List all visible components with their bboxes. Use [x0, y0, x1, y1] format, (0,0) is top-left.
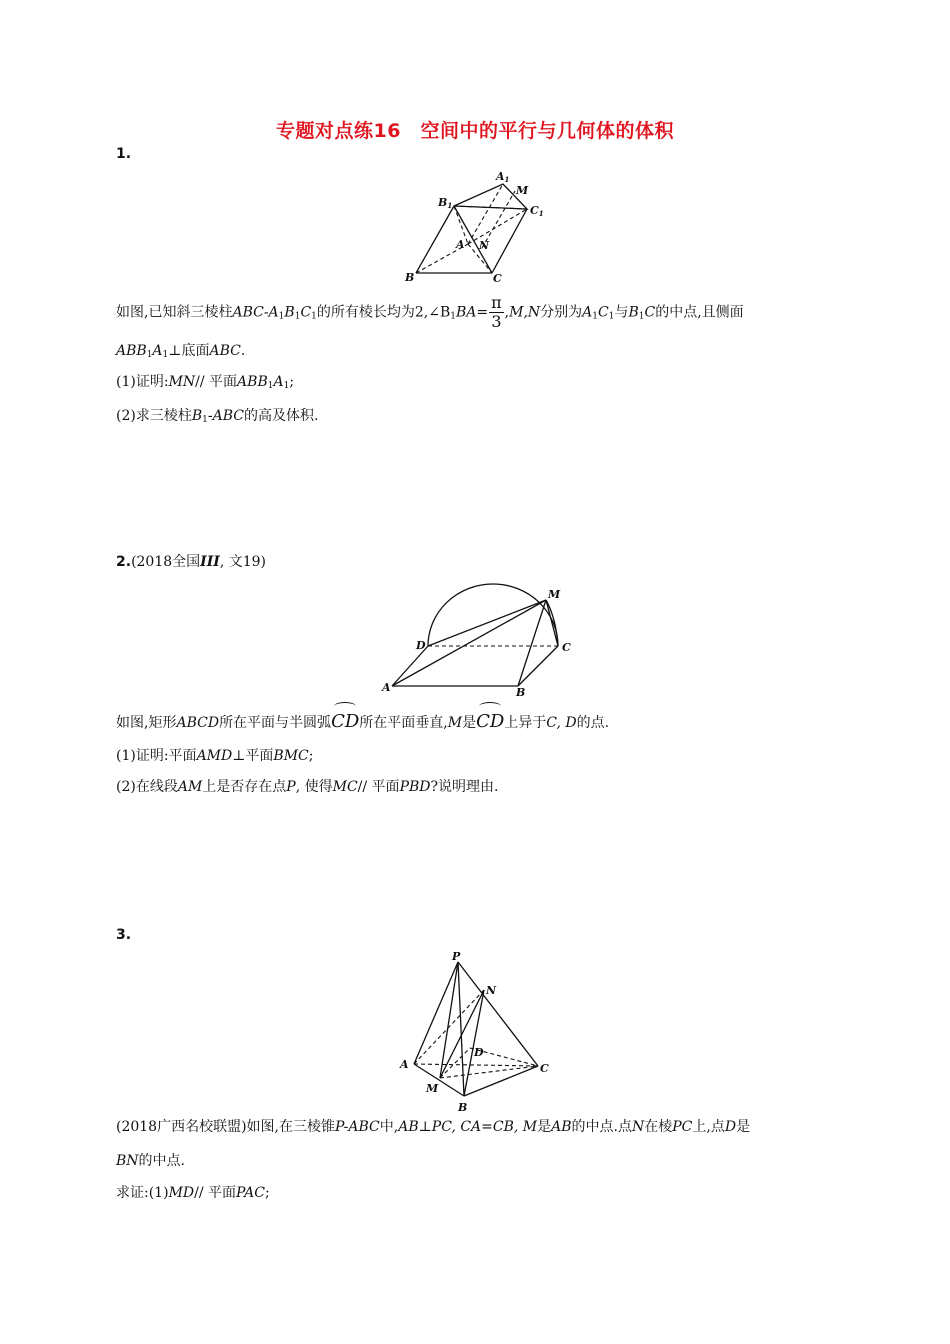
q1-statement-line1: 如图,已知斜三棱柱ABC-$A_1B_1C_1$的所有棱长均为$2,\angle B_1BA=$ $\frac{\pi}{3}$ ,M,N分别为$A_1C_1$与$B_1C$的中点,且侧面 — [116, 293, 744, 331]
q1-edge-aa1 — [468, 184, 503, 244]
q2-arc-cd-2: CD — [476, 702, 504, 736]
q3-label-n: N — [486, 984, 497, 997]
q3-edge-ac — [414, 1064, 538, 1066]
q2-statement: 如图,矩形ABCD所在平面与半圆弧CD所在平面垂直,M是CD上异于C, D的点. — [116, 702, 609, 737]
q2-header: 2.(2018全国III, 文19) — [116, 554, 266, 570]
q3-edge-pc — [458, 962, 538, 1066]
q3-edge-ab — [414, 1064, 464, 1096]
q1-label-b: B — [405, 271, 415, 284]
q2-arc-cd-1: CD — [331, 702, 359, 736]
q2-edge-ad — [392, 646, 428, 686]
q3-number: 3. — [116, 927, 132, 943]
q1-number: 1. — [116, 146, 132, 162]
q3-edge-pa — [414, 962, 458, 1064]
q3-proof-part1: 求证:(1)MD// 平面PAC; — [116, 1185, 270, 1201]
q1-label-a1: A1 — [496, 170, 510, 184]
q3-edge-bc — [464, 1066, 538, 1096]
q2-figure — [376, 578, 576, 698]
q2-part1: (1)证明:平面AMD⊥平面BMC; — [116, 748, 314, 764]
q2-label-a: A — [382, 681, 391, 694]
q1-label-c1: C1 — [530, 204, 544, 218]
q1-label-c: C — [493, 272, 502, 285]
q3-pyramid-figure — [396, 948, 556, 1118]
q3-label-a: A — [400, 1058, 409, 1071]
q3-statement-line2: BN的中点. — [116, 1153, 185, 1169]
q1-label-b1: B1 — [438, 196, 453, 210]
q2-label-b: B — [516, 686, 526, 698]
q3-label-c: C — [540, 1062, 549, 1075]
q3-label-p: P — [452, 950, 461, 963]
q2-semicircle-arc — [428, 584, 558, 646]
q3-label-m: M — [426, 1082, 439, 1095]
q2-label-d: D — [416, 639, 426, 652]
page-title: 专题对点练16 空间中的平行与几何体的体积 — [276, 120, 674, 142]
q1-statement-line2: $ABB_1A_1\perp$底面ABC. — [116, 343, 246, 360]
q2-segment-dm — [428, 600, 546, 646]
q1-label-a: A — [456, 238, 465, 251]
q3-label-d: D — [474, 1046, 484, 1059]
q1-label-m: M — [516, 184, 529, 197]
q1-label-n: N — [479, 239, 490, 252]
q3-label-b: B — [458, 1101, 468, 1114]
q2-part2: (2)在线段AM上是否存在点P, 使得MC// 平面PBD?说明理由. — [116, 779, 499, 795]
q1-edge-cc1 — [492, 209, 527, 273]
q1-part2: (2)求三棱柱$B_1$-ABC的高及体积. — [116, 408, 319, 425]
q3-statement-line1: (2018广西名校联盟)如图,在三棱锥P-ABC中,AB⊥PC, CA=CB, M是AB的中点.点N在棱PC上,点D是 — [116, 1119, 751, 1135]
q2-label-c: C — [562, 641, 571, 654]
q1-part1: (1)证明:MN// 平面$ABB_1A_1$; — [116, 374, 295, 391]
q3-segment-nb — [464, 990, 484, 1096]
q1-fraction-pi-over-3: $\frac{\pi}{3}$ — [491, 293, 502, 331]
q1-prism-figure — [400, 168, 560, 286]
q2-label-m: M — [548, 588, 561, 601]
q2-segment-mc — [546, 600, 558, 646]
